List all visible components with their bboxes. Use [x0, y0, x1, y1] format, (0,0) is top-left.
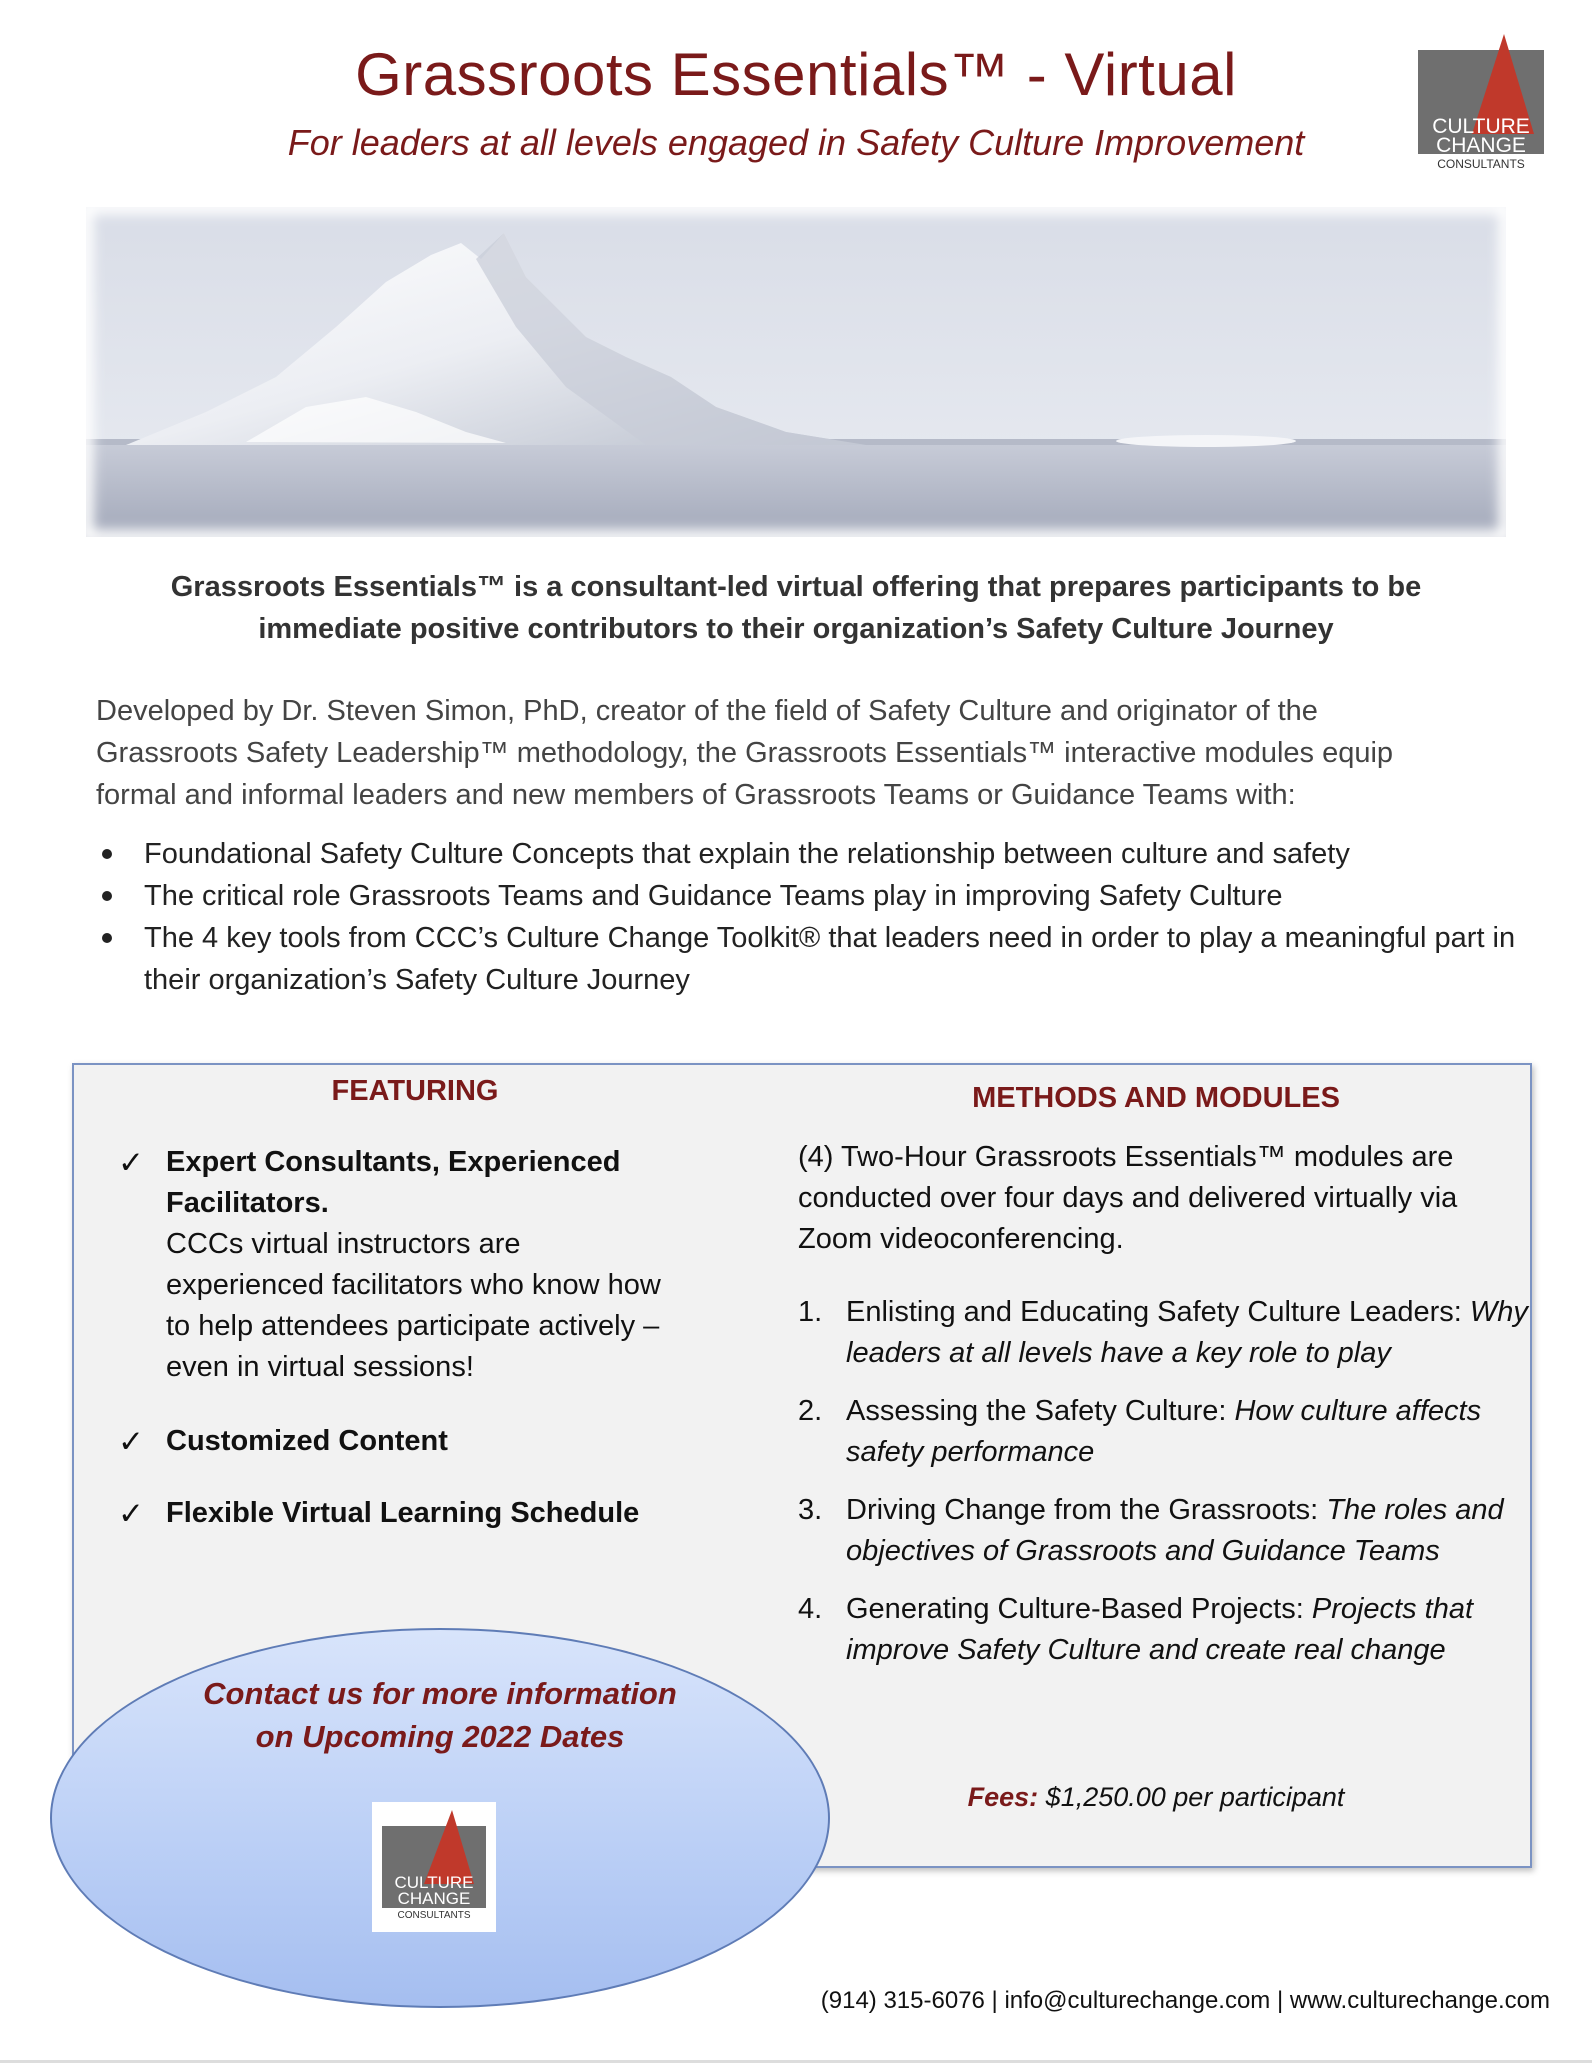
feature-title: Expert Consultants, Experienced Facilitators.	[166, 1146, 621, 1219]
bullet-icon	[102, 933, 112, 943]
module-desc: Projects that improve Safety Culture and create real change	[846, 1593, 1474, 1666]
module-item: 2. Assessing the Safety Culture: How culture affects safety performance	[798, 1395, 1482, 1468]
bullet-icon	[102, 891, 112, 901]
para-line-2: Grassroots Safety Leadership™ methodology, the Grassroots Essentials™ interactive modules equip	[96, 737, 1394, 769]
iceberg-image	[86, 207, 1506, 537]
logo-line-3: CONSULTANTS	[397, 1910, 471, 1921]
module-title: Assessing the Safety Culture:	[846, 1395, 1227, 1427]
list-item: The 4 key tools from CCC’s Culture Change Toolkit® that leaders need in order to play a meaningful part in their organization’s Safety Culture Journey	[96, 917, 1516, 1001]
feature-item	[118, 1493, 678, 1534]
fees-line	[806, 1782, 1506, 1813]
module-item: 1. Enlisting and Educating Safety Culture Leaders: Why leaders at all levels have a key role to play	[798, 1296, 1528, 1369]
list-item: Foundational Safety Culture Concepts that explain the relationship between culture and safety	[96, 833, 1516, 875]
bullet-icon	[102, 849, 112, 859]
fees-value: $1,250.00 per participant	[1045, 1782, 1345, 1812]
check-icon: ✓	[118, 1145, 144, 1180]
lead-line-1: Grassroots Essentials™ is a consultant-led virtual offering that prepares participants to be	[170, 571, 1422, 603]
lead-line-2: immediate positive contributors to their organization’s Safety Culture Journey	[258, 613, 1334, 645]
module-desc: The roles and objectives of Grassroots and Guidance Teams	[846, 1494, 1504, 1567]
contact-line-2: on Upcoming 2022 Dates	[255, 1719, 625, 1754]
fees-label: Fees:	[967, 1782, 1039, 1812]
logo-line-1: CULTURE	[394, 1873, 474, 1892]
module-list	[798, 1292, 1528, 1688]
module-title: Driving Change from the Grassroots:	[846, 1494, 1319, 1526]
company-logo	[1414, 30, 1548, 180]
contact-line-1: Contact us for more information	[203, 1676, 677, 1711]
logo-line-3: CONSULTANTS	[1437, 157, 1525, 171]
module-desc: How culture affects safety performance	[846, 1395, 1482, 1468]
page-subtitle: For leaders at all levels engaged in Safety Culture Improvement	[287, 122, 1305, 163]
footer-contact: (914) 315-6076 | info@culturechange.com | www.culturechange.com	[820, 1987, 1550, 2014]
para-line-1: Developed by Dr. Steven Simon, PhD, creator of the field of Safety Culture and originator of the	[96, 695, 1318, 727]
check-icon: ✓	[118, 1424, 144, 1459]
logo-line-2: CHANGE	[1436, 134, 1526, 157]
feature-item	[118, 1142, 678, 1388]
page-title: Grassroots Essentials™ - Virtual	[355, 41, 1237, 108]
logo-line-1: CULTURE	[1432, 115, 1530, 138]
feature-title: Flexible Virtual Learning Schedule	[166, 1497, 640, 1529]
module-desc: Why leaders at all levels have a key role to play	[846, 1296, 1528, 1369]
feature-item	[118, 1421, 678, 1462]
logo-line-2: CHANGE	[397, 1889, 471, 1908]
list-item: The critical role Grassroots Teams and Guidance Teams play in improving Safety Culture	[96, 875, 1516, 917]
check-icon: ✓	[118, 1496, 144, 1531]
contact-text	[150, 1672, 730, 1758]
methods-heading: METHODS AND MODULES	[972, 1082, 1340, 1114]
feature-desc: CCCs virtual instructors are experienced facilitators who know how to help attendees participate actively – even in virtual sessions!	[166, 1228, 661, 1383]
module-item: 3. Driving Change from the Grassroots: The roles and objectives of Grassroots and Guidance Teams	[798, 1494, 1504, 1567]
module-title: Generating Culture-Based Projects:	[846, 1593, 1304, 1625]
methods-intro: (4) Two-Hour Grassroots Essentials™ modules are conducted over four days and delivered virtually via Zoom videoconferencing.	[798, 1141, 1458, 1255]
feature-title: Customized Content	[166, 1425, 448, 1457]
featuring-heading: FEATURING	[331, 1075, 499, 1107]
lead-statement	[120, 566, 1472, 650]
benefit-list	[96, 833, 1516, 1001]
module-item: 4. Generating Culture-Based Projects: Projects that improve Safety Culture and create real change	[798, 1593, 1474, 1666]
footer-divider	[0, 2060, 1592, 2063]
intro-paragraph	[96, 690, 1516, 816]
para-line-3: formal and informal leaders and new members of Grassroots Teams or Guidance Teams with:	[96, 779, 1296, 811]
company-logo-small	[372, 1802, 496, 1932]
module-title: Enlisting and Educating Safety Culture Leaders:	[846, 1296, 1462, 1328]
